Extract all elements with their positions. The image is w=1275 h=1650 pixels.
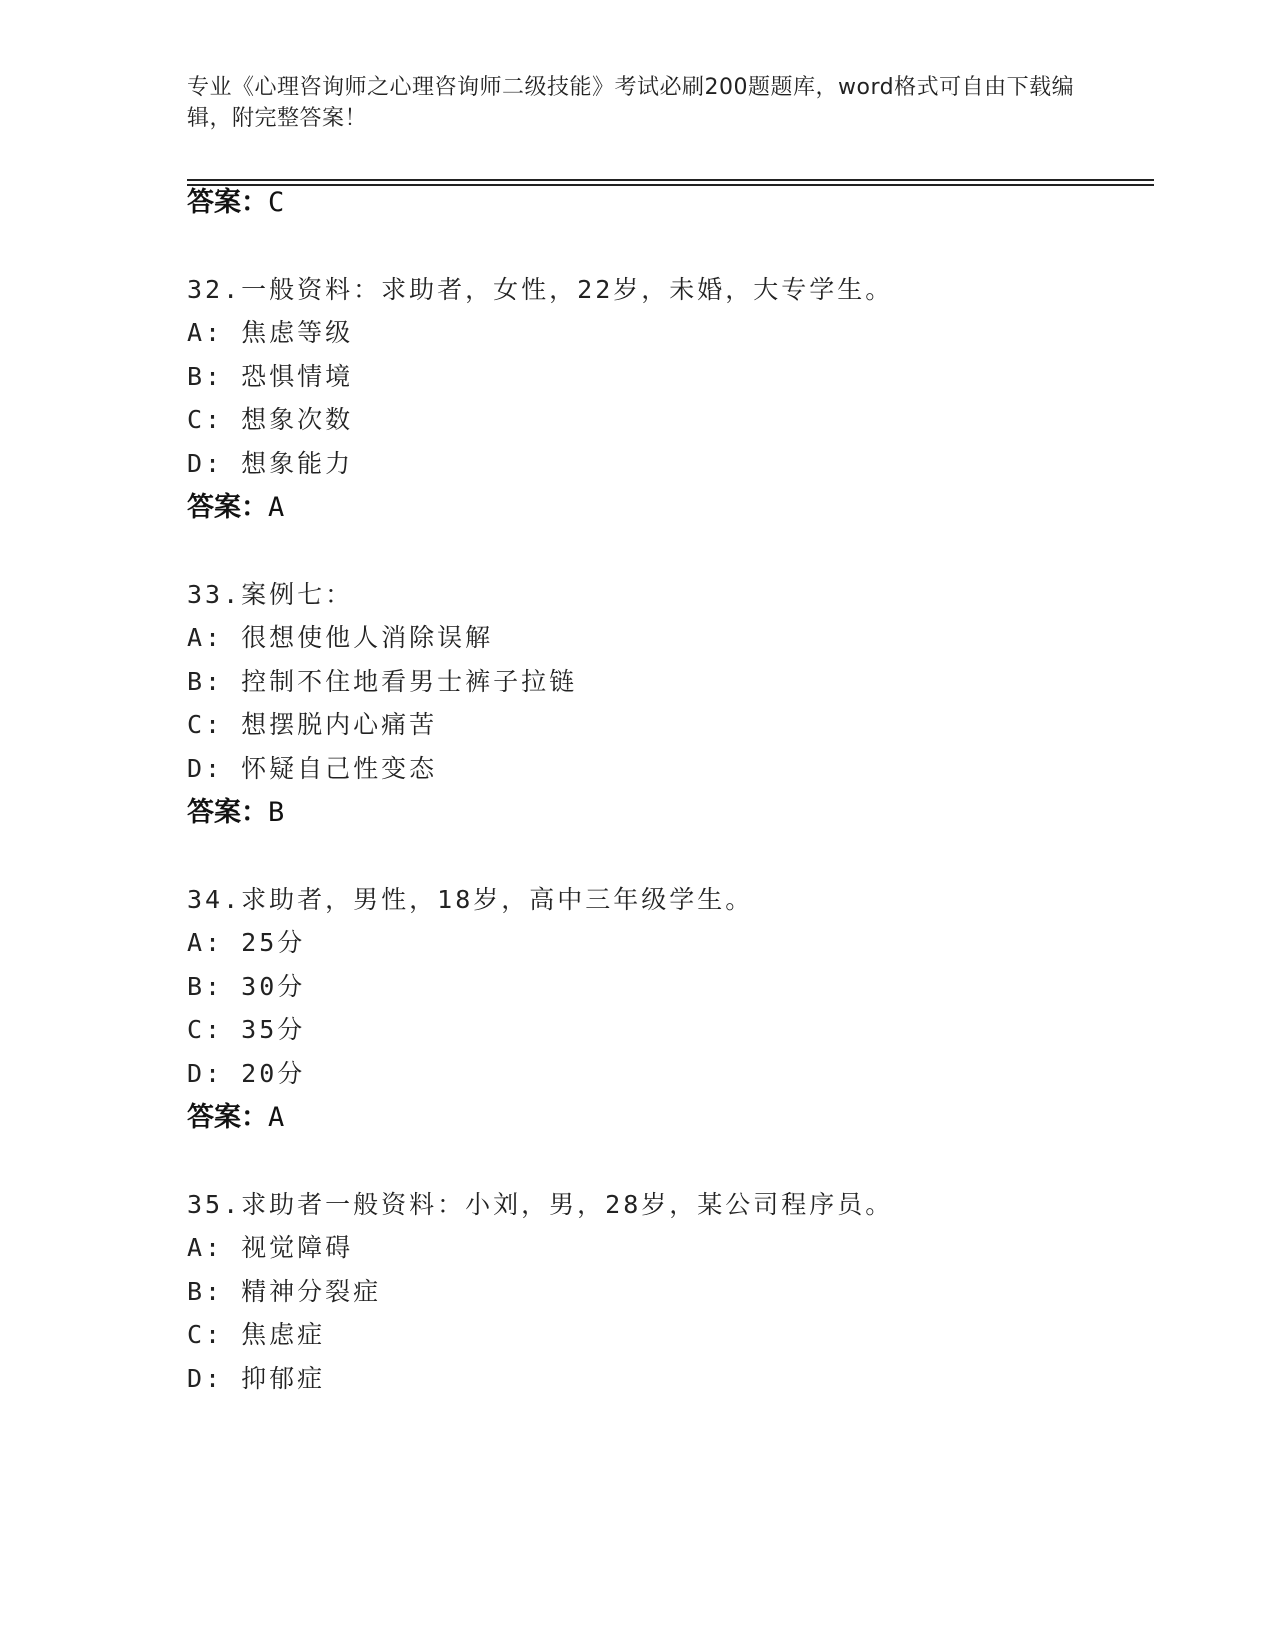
answer-line	[187, 492, 284, 524]
answer-value: C	[268, 187, 285, 218]
answer-label: 答案：	[187, 187, 268, 218]
option-b: B: 精神分裂症	[187, 1277, 382, 1306]
option-c: C: 焦虑症	[187, 1320, 326, 1349]
option-c: C: 想摆脱内心痛苦	[187, 710, 438, 739]
option-d: D: 抑郁症	[187, 1364, 326, 1393]
option-d: D: 20分	[187, 1059, 306, 1088]
option-c: C: 35分	[187, 1015, 306, 1044]
question-stem: 34.求助者，男性，18岁，高中三年级学生。	[187, 885, 754, 914]
answer-label: 答案：	[187, 492, 268, 523]
answer-value: B	[268, 797, 285, 828]
document-header: 专业《心理咨询师之心理咨询师二级技能》考试必刷200题题库，word格式可自由下载编辑，附完整答案！	[187, 75, 1075, 131]
option-c: C: 想象次数	[187, 405, 354, 434]
question-stem: 35.求助者一般资料：小刘，男，28岁，某公司程序员。	[187, 1190, 894, 1219]
option-b: B: 30分	[187, 972, 306, 1001]
header-divider-top	[187, 179, 1154, 181]
answer-line	[187, 187, 284, 219]
header-divider-bottom	[187, 184, 1154, 186]
answer-label: 答案：	[187, 1102, 268, 1133]
question-stem: 32.一般资料：求助者，女性，22岁，未婚，大专学生。	[187, 275, 894, 304]
option-a: A: 焦虑等级	[187, 318, 354, 347]
option-b: B: 控制不住地看男士裤子拉链	[187, 667, 578, 696]
option-a: A: 25分	[187, 928, 306, 957]
option-d: D: 想象能力	[187, 449, 354, 478]
answer-line	[187, 797, 284, 829]
question-stem: 33.案例七：	[187, 580, 354, 609]
option-d: D: 怀疑自己性变态	[187, 754, 438, 783]
answer-line	[187, 1102, 284, 1134]
option-b: B: 恐惧情境	[187, 362, 354, 391]
option-a: A: 很想使他人消除误解	[187, 623, 494, 652]
answer-value: A	[268, 1102, 285, 1133]
answer-value: A	[268, 492, 285, 523]
option-a: A: 视觉障碍	[187, 1233, 354, 1262]
answer-label: 答案：	[187, 797, 268, 828]
